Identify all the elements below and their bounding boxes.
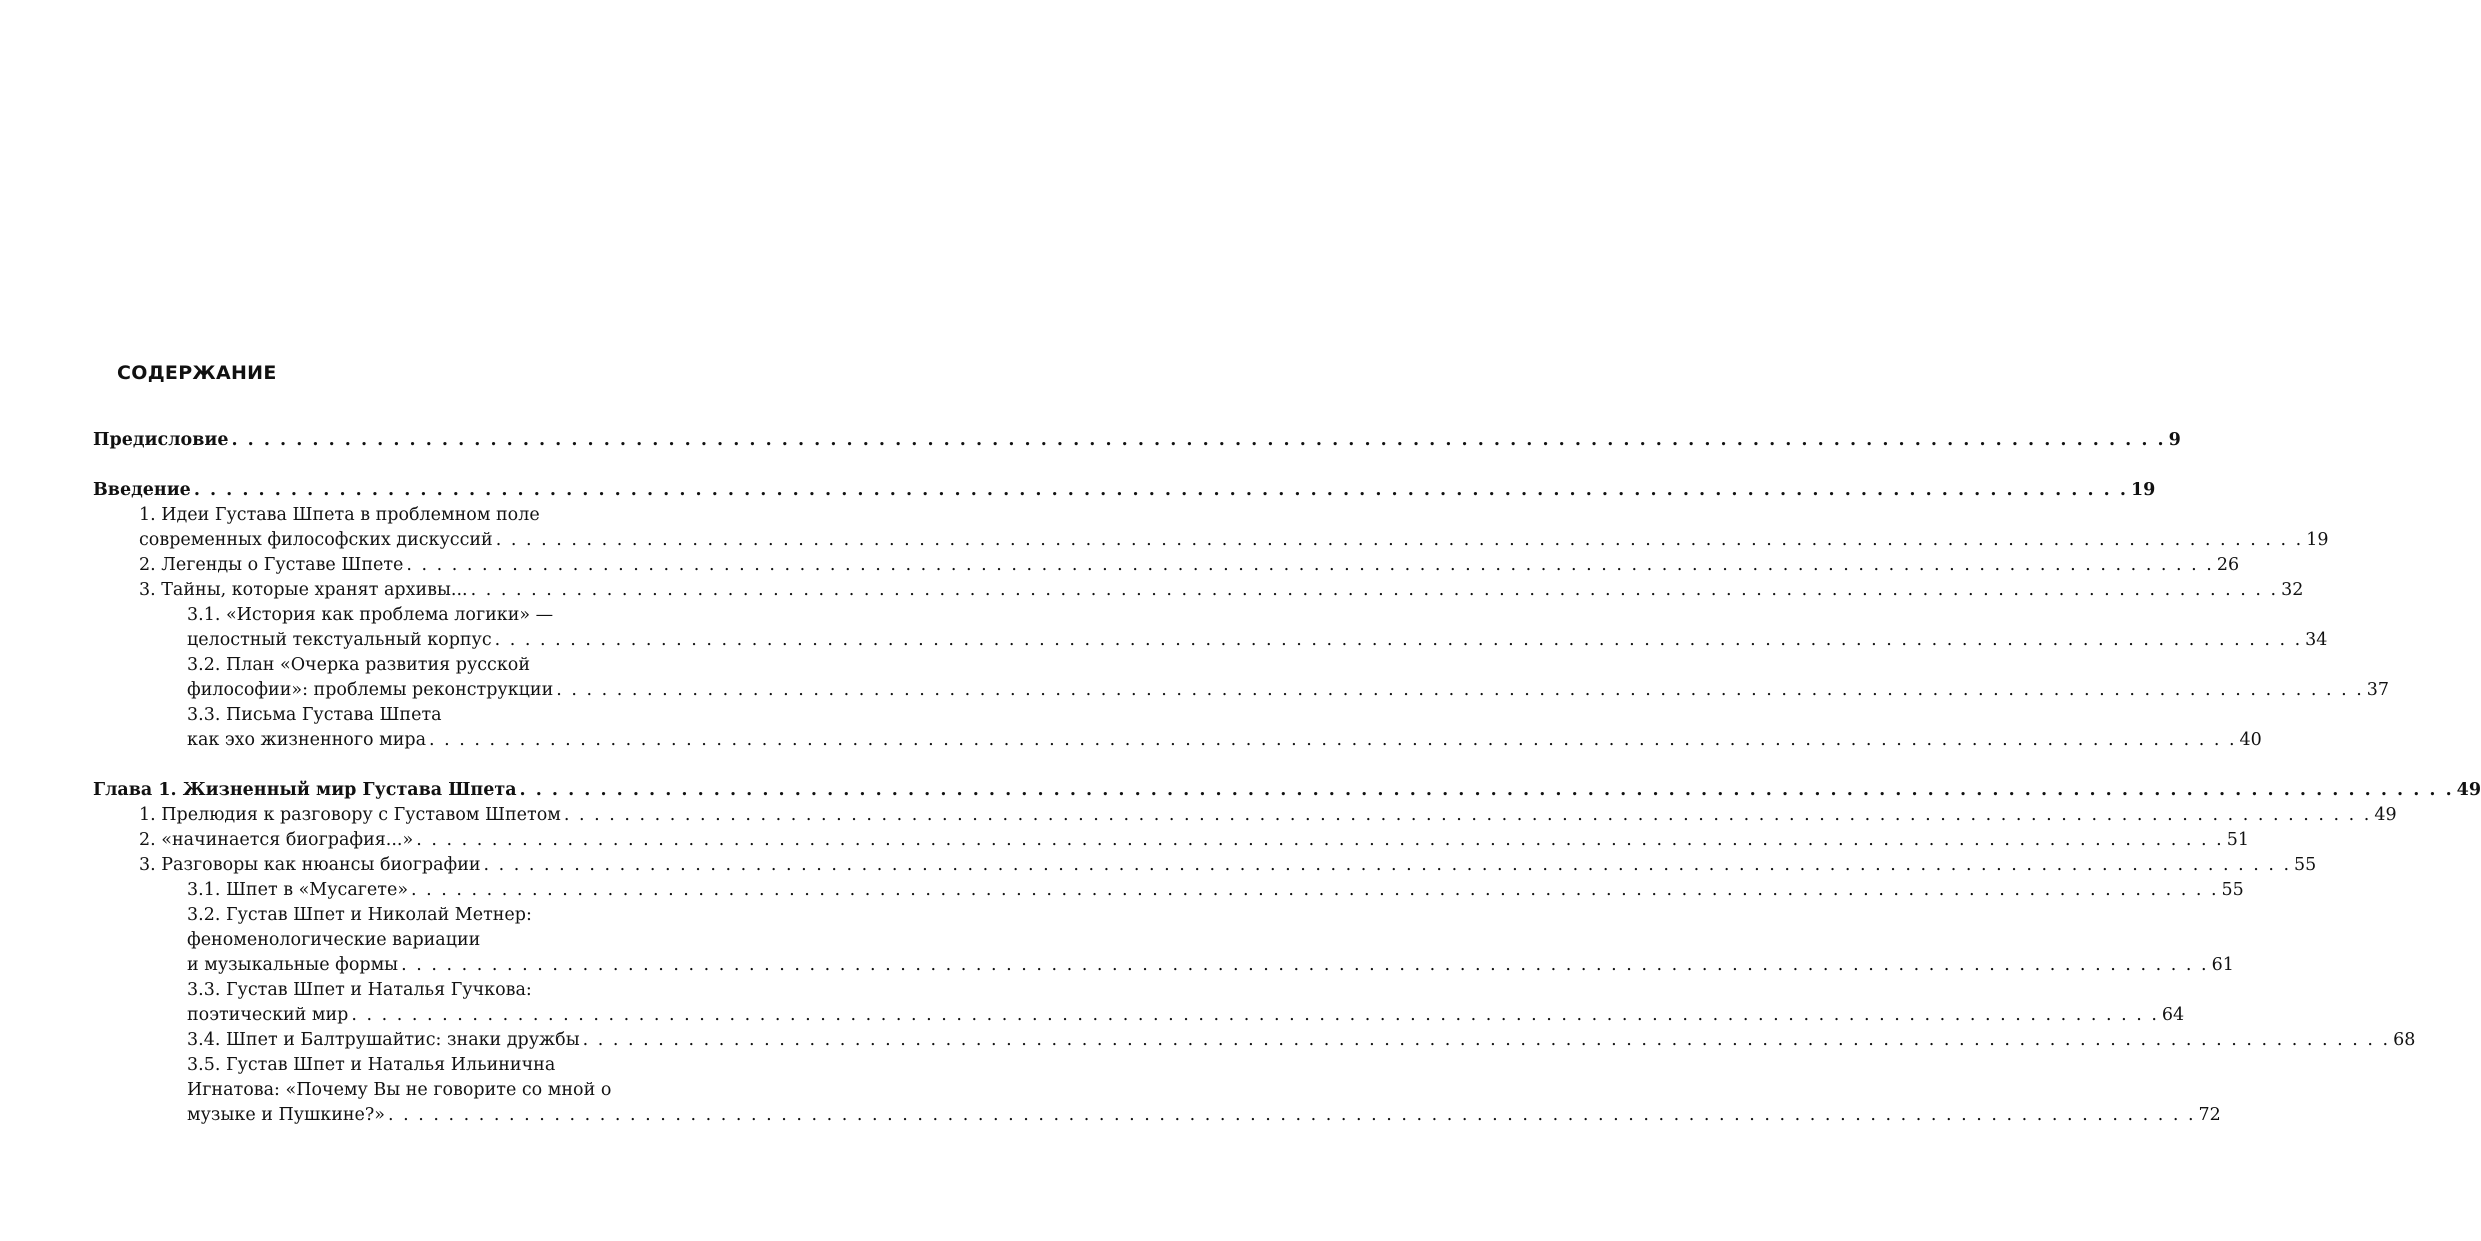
dot-leader: . . . . . . . . . . . . . . . . . . . . . . . . . . . . . . . . . . . . . . . . . . . . . . . . . . . . . . . . . . . . . . . . . . . . . . . . . . . . . . . . . . . . . . . . . . . . . . . . . . . . . . . . . . . . . . . . . . . . . . . . xyxy=(401,955,2209,975)
toc-entry-title: 3. Разговоры как нюансы биографии xyxy=(139,855,481,875)
toc-entry-title: 3.4. Шпет и Балтрушайтис: знаки дружбы xyxy=(187,1030,580,1050)
toc-line xyxy=(93,628,2328,653)
toc-line xyxy=(93,503,700,528)
toc-line xyxy=(93,778,2481,803)
toc-entry xyxy=(93,478,2156,503)
toc-line xyxy=(93,978,700,1003)
toc-entry-title: современных философских дискуссий xyxy=(139,530,493,550)
toc-entry-title: 3.1. «История как проблема логики» — xyxy=(187,605,554,625)
toc-entry xyxy=(93,828,2249,853)
toc-entry xyxy=(93,703,2262,753)
toc-page-number: 49 xyxy=(2374,805,2397,825)
dot-leader: . . . . . . . . . . . . . . . . . . . . . . . . . . . . . . . . . . . . . . . . . . . . . . . . . . . . . . . . . . . . . . . . . . . . . . . . . . . . . . . . . . . . . . . . . . . . . . . . . . . . . . . . . . . . . . . . . . . . . . . . xyxy=(388,1105,2196,1125)
toc-line xyxy=(93,428,2181,453)
toc-page-number: 55 xyxy=(2221,880,2244,900)
toc-entry-title: философии»: проблемы реконструкции xyxy=(187,680,554,700)
toc-entry xyxy=(93,1028,2416,1053)
dot-leader: . . . . . . . . . . . . . . . . . . . . . . . . . . . . . . . . . . . . . . . . . . . . . . . . . . . . . . . . . . . . . . . . . . . . . . . . . . . . . . . . . . . . . . . . . . . . . . . . . . . . . . . . . . . . . . . . . . . . . . . . xyxy=(470,580,2279,600)
toc-line xyxy=(93,678,2390,703)
toc-entry-title: 3. Тайны, которые хранят архивы... xyxy=(139,580,468,600)
toc-page-number: 61 xyxy=(2211,955,2234,975)
toc-entry xyxy=(93,578,2304,603)
dot-leader: . . . . . . . . . . . . . . . . . . . . . . . . . . . . . . . . . . . . . . . . . . . . . . . . . . . . . . . . . . . . . . . . . . . . . . . . . . . . . . . . . . . . . . . . . . . . . . . . . . . . . . . . . . . . . . . . . . . . . . . . xyxy=(563,805,2372,825)
toc-page-number: 72 xyxy=(2198,1105,2221,1125)
toc-line xyxy=(93,653,700,678)
toc-page-number: 26 xyxy=(2216,555,2240,575)
toc-line xyxy=(93,603,700,628)
toc-entry-title: 3.3. Густав Шпет и Наталья Гучкова: xyxy=(187,980,532,1000)
toc-page-number: 32 xyxy=(2281,580,2304,600)
toc-line xyxy=(93,703,700,728)
toc-entry-title: Введение xyxy=(93,480,191,500)
toc-entry xyxy=(93,553,2240,578)
toc-line xyxy=(93,528,2329,553)
toc-entry xyxy=(93,803,2397,828)
dot-leader: . . . . . . . . . . . . . . . . . . . . . . . . . . . . . . . . . . . . . . . . . . . . . . . . . . . . . . . . . . . . . . . . . . . . . . . . . . . . . . . . . . . . . . . . . . . . . . . . . . . . . . . . . . . . . . . . . . . . . . . . xyxy=(483,855,2292,875)
toc-page-number: 64 xyxy=(2161,1005,2185,1025)
toc-page-number: 51 xyxy=(2226,830,2249,850)
toc-entry xyxy=(93,428,2181,453)
toc-line xyxy=(93,1078,700,1103)
toc-entry-title: 2. Легенды о Густаве Шпете xyxy=(139,555,404,575)
toc-line xyxy=(93,578,2304,603)
dot-leader: . . . . . . . . . . . . . . . . . . . . . . . . . . . . . . . . . . . . . . . . . . . . . . . . . . . . . . . . . . . . . . . . . . . . . . . . . . . . . . . . . . . . . . . . . . . . . . . . . . . . . . . . . . . . . . . . . . . . . . . . xyxy=(582,1030,2391,1050)
toc-page-number: 37 xyxy=(2366,680,2390,700)
toc-entry-title: музыке и Пушкине?» xyxy=(187,1105,386,1125)
dot-leader: . . . . . . . . . . . . . . . . . . . . . . . . . . . . . . . . . . . . . . . . . . . . . . . . . . . . . . . . . . . . . . . . . . . . . . . . . . . . . . . . . . . . . . . . . . . . . . . . . . . . . . . . . . . . . . . . . . . . . . . . xyxy=(231,430,2166,450)
toc-entry-title: целостный текстуальный корпус xyxy=(187,630,492,650)
toc-entry xyxy=(93,778,2481,803)
toc-line xyxy=(93,1028,2416,1053)
toc-page-number: 34 xyxy=(2305,630,2328,650)
toc-line xyxy=(93,903,700,928)
dot-leader: . . . . . . . . . . . . . . . . . . . . . . . . . . . . . . . . . . . . . . . . . . . . . . . . . . . . . . . . . . . . . . . . . . . . . . . . . . . . . . . . . . . . . . . . . . . . . . . . . . . . . . . . . . . . . . . . . . . . . . . . xyxy=(429,730,2237,750)
toc-page-number: 68 xyxy=(2393,1030,2416,1050)
toc-entry xyxy=(93,653,2390,703)
toc-entry-title: 1. Прелюдия к разговору с Густавом Шпетом xyxy=(139,805,561,825)
toc-line xyxy=(93,1003,2185,1028)
toc-line xyxy=(93,828,2249,853)
toc-entry xyxy=(93,1053,2221,1128)
toc-entry-title: и музыкальные формы xyxy=(187,955,399,975)
toc-entry xyxy=(93,853,2317,878)
toc-entry-title: как эхо жизненного мира xyxy=(187,730,427,750)
toc-line xyxy=(93,1103,2221,1128)
toc-entry-title: 2. «начинается биография...» xyxy=(139,830,414,850)
toc-page-number: 49 xyxy=(2456,780,2481,800)
dot-leader: . . . . . . . . . . . . . . . . . . . . . . . . . . . . . . . . . . . . . . . . . . . . . . . . . . . . . . . . . . . . . . . . . . . . . . . . . . . . . . . . . . . . . . . . . . . . . . . . . . . . . . . . . . . . . . . . . . . . . . . . xyxy=(494,630,2303,650)
toc-line xyxy=(93,853,2317,878)
toc-line xyxy=(93,553,2240,578)
toc-page-number: 19 xyxy=(2306,530,2329,550)
toc-entry-title: 3.1. Шпет в «Мусагете» xyxy=(187,880,409,900)
toc-entry-title: феноменологические вариации xyxy=(187,930,481,950)
dot-leader: . . . . . . . . . . . . . . . . . . . . . . . . . . . . . . . . . . . . . . . . . . . . . . . . . . . . . . . . . . . . . . . . . . . . . . . . . . . . . . . . . . . . . . . . . . . . . . . . . . . . . . . . . . . . . . . . . . . . . . . . xyxy=(193,480,2128,500)
toc-entry xyxy=(93,878,2244,903)
toc-line xyxy=(93,953,2234,978)
toc-entry-title: Игнатова: «Почему Вы не говорите со мной о xyxy=(187,1080,612,1100)
toc-page-number: 55 xyxy=(2294,855,2317,875)
dot-leader: . . . . . . . . . . . . . . . . . . . . . . . . . . . . . . . . . . . . . . . . . . . . . . . . . . . . . . . . . . . . . . . . . . . . . . . . . . . . . . . . . . . . . . . . . . . . . . . . . . . . . . . . . . . . . . . . . . . . . . . . xyxy=(411,880,2219,900)
toc-page-number: 40 xyxy=(2239,730,2262,750)
toc-line xyxy=(93,928,700,953)
toc-gap xyxy=(93,753,700,778)
toc-entry-title: поэтический мир xyxy=(187,1005,349,1025)
toc-entry-title: 1. Идеи Густава Шпета в проблемном поле xyxy=(139,505,540,525)
toc-entry-title: 3.5. Густав Шпет и Наталья Ильинична xyxy=(187,1055,556,1075)
toc-line xyxy=(93,478,2156,503)
toc-entry xyxy=(93,978,2185,1028)
toc-line xyxy=(93,803,2397,828)
toc-entry-title: Предисловие xyxy=(93,430,229,450)
dot-leader: . . . . . . . . . . . . . . . . . . . . . . . . . . . . . . . . . . . . . . . . . . . . . . . . . . . . . . . . . . . . . . . . . . . . . . . . . . . . . . . . . . . . . . . . . . . . . . . . . . . . . . . . . . . . . . . . . . . . . . . . xyxy=(416,830,2224,850)
toc-entry xyxy=(93,903,2234,978)
toc-line xyxy=(93,728,2262,753)
dot-leader: . . . . . . . . . . . . . . . . . . . . . . . . . . . . . . . . . . . . . . . . . . . . . . . . . . . . . . . . . . . . . . . . . . . . . . . . . . . . . . . . . . . . . . . . . . . . . . . . . . . . . . . . . . . . . . . . . . . . . . . . xyxy=(495,530,2304,550)
dot-leader: . . . . . . . . . . . . . . . . . . . . . . . . . . . . . . . . . . . . . . . . . . . . . . . . . . . . . . . . . . . . . . . . . . . . . . . . . . . . . . . . . . . . . . . . . . . . . . . . . . . . . . . . . . . . . . . . . . . . . . . . xyxy=(406,555,2214,575)
toc-page-number: 19 xyxy=(2130,480,2156,500)
toc-line xyxy=(93,1053,700,1078)
toc-line xyxy=(93,878,2244,903)
toc-gap xyxy=(93,453,700,478)
toc-entry xyxy=(93,603,2328,653)
toc-entry-title: 3.3. Письма Густава Шпета xyxy=(187,705,442,725)
dot-leader: . . . . . . . . . . . . . . . . . . . . . . . . . . . . . . . . . . . . . . . . . . . . . . . . . . . . . . . . . . . . . . . . . . . . . . . . . . . . . . . . . . . . . . . . . . . . . . . . . . . . . . . . . . . . . . . . . . . . . . . . xyxy=(519,780,2454,800)
dot-leader: . . . . . . . . . . . . . . . . . . . . . . . . . . . . . . . . . . . . . . . . . . . . . . . . . . . . . . . . . . . . . . . . . . . . . . . . . . . . . . . . . . . . . . . . . . . . . . . . . . . . . . . . . . . . . . . . . . . . . . . . xyxy=(351,1005,2159,1025)
table-of-contents xyxy=(93,428,2481,1128)
toc-entry-title: 3.2. Густав Шпет и Николай Метнер: xyxy=(187,905,532,925)
toc-entry-title: 3.2. План «Очерка развития русской xyxy=(187,655,530,675)
toc-page-number: 9 xyxy=(2168,430,2181,450)
dot-leader: . . . . . . . . . . . . . . . . . . . . . . . . . . . . . . . . . . . . . . . . . . . . . . . . . . . . . . . . . . . . . . . . . . . . . . . . . . . . . . . . . . . . . . . . . . . . . . . . . . . . . . . . . . . . . . . . . . . . . . . . xyxy=(556,680,2364,700)
toc-heading: СОДЕРЖАНИЕ xyxy=(117,362,277,384)
toc-entry xyxy=(93,503,2329,553)
toc-entry-title: Глава 1. Жизненный мир Густава Шпета xyxy=(93,780,517,800)
